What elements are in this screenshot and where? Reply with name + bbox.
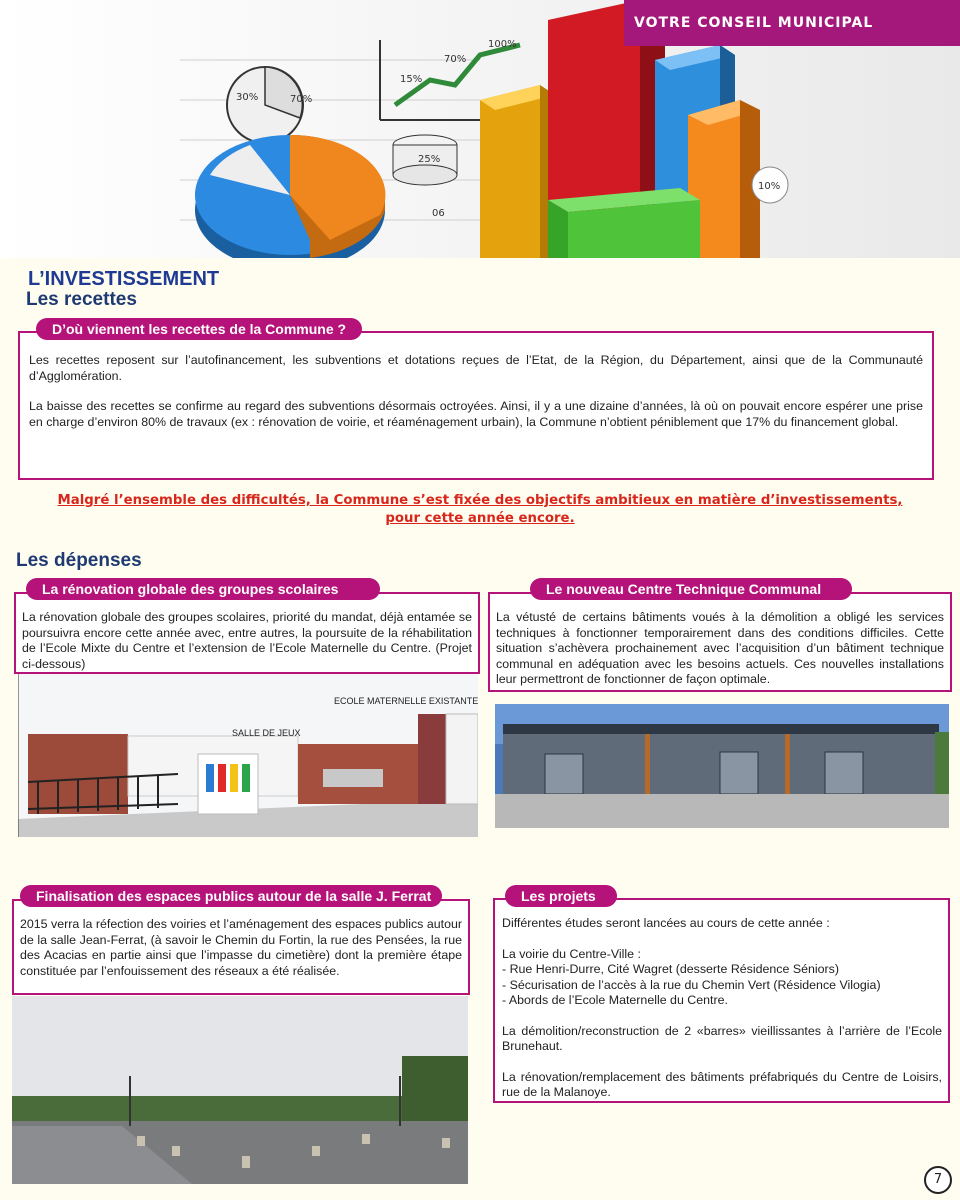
hero-label-06: 06 xyxy=(432,208,445,219)
highlight-line-2: pour cette année encore. xyxy=(385,511,575,526)
projets-box xyxy=(493,898,950,1103)
ferrat-box xyxy=(12,899,470,995)
ferrat-text: 2015 verra la réfection des voiries et l’aménagement des espaces publics autour de la salle Jean-Ferrat, (à savoir le Chemin du Fortin, la rue des Pensées, la rue des Acacias en partie ainsi que l’impasse du cimetière) dont la première étape constituée par l’enfouissement des réseaux a été réalisée. xyxy=(20,917,462,978)
hero-label-100: 100% xyxy=(488,39,517,50)
school-label-playroom: SALLE DE JEUX xyxy=(232,728,301,738)
recettes-paragraph-2: La baisse des recettes se confirme au regard des subventions désormais octroyées. Ainsi, il y a une dizaine d’années, là où on pouvait encore espérer une prise en charge d’environ 80% de travaux (ex : rénovation de voirie, et réaménagement urbain), la Commune n’obtient péniblement que 17% du financement global. xyxy=(29,399,923,429)
projets-voirie-item: - Abords de l’Ecole Maternelle du Centre. xyxy=(502,993,728,1007)
school-rendering-image xyxy=(18,674,478,837)
projets-intro: Différentes études seront lancées au cours de cette année : xyxy=(502,916,830,930)
scolaires-box xyxy=(14,592,480,674)
projets-paragraph-3: La rénovation/remplacement des bâtiments préfabriqués du Centre de Loisirs, rue de la Malanoye. xyxy=(502,1069,942,1099)
ctc-box xyxy=(488,592,952,692)
hero-label-10: 10% xyxy=(758,181,781,192)
projets-paragraph-2: La démolition/reconstruction de 2 «barres» vieillissantes à l’arrière de l’Ecole Brunehaut. xyxy=(502,1023,942,1053)
school-label-existing: ECOLE MATERNELLE EXISTANTE xyxy=(334,696,478,706)
public-space-photo xyxy=(12,996,468,1184)
ctc-pill: Le nouveau Centre Technique Communal xyxy=(530,578,852,600)
depenses-title: Les dépenses xyxy=(16,550,142,571)
page-number: 7 xyxy=(924,1166,952,1194)
page-title: L’INVESTISSEMENT xyxy=(28,268,220,290)
ferrat-pill: Finalisation des espaces publics autour de la salle J. Ferrat xyxy=(20,885,442,907)
technical-center-photo xyxy=(495,704,949,828)
highlight-statement xyxy=(0,492,960,528)
scolaires-text: La rénovation globale des groupes scolaires, priorité du mandat, déjà entamée se poursuivra encore cette année avec, entre autres, la poursuite de la réhabilitation de l’Ecole Mixte du Centre et l’extension de l’Ecole Maternelle du Centre. (Projet ci-dessous) xyxy=(22,610,472,671)
projets-voirie-item: - Rue Henri-Durre, Cité Wagret (desserte Résidence Séniors) xyxy=(502,962,839,976)
projets-voirie-title: La voirie du Centre-Ville : xyxy=(502,946,641,961)
recettes-pill: D’où viennent les recettes de la Commune ? xyxy=(36,318,362,340)
recettes-paragraph-1: Les recettes reposent sur l’autofinancement, les subventions et dotations reçues de l’Etat, de la Région, du Département, ainsi que de la Communauté d’Agglomération. xyxy=(29,353,923,383)
recettes-box xyxy=(18,331,934,480)
hero-label-30: 30% xyxy=(236,92,259,103)
highlight-line-1: Malgré l’ensemble des difficultés, la Commune s’est fixée des objectifs ambitieux en matière d’investissements, xyxy=(57,493,903,508)
scolaires-pill: La rénovation globale des groupes scolaires xyxy=(26,578,380,600)
hero-label-70b: 70% xyxy=(444,54,467,65)
hero-label-25: 25% xyxy=(418,154,441,165)
hero-label-15: 15% xyxy=(400,74,423,85)
projets-voirie-item: - Sécurisation de l’accès à la rue du Chemin Vert (Résidence Vilogia) xyxy=(502,977,881,992)
recettes-title: Les recettes xyxy=(26,289,137,310)
projets-pill: Les projets xyxy=(505,885,617,907)
section-banner: VOTRE CONSEIL MUNICIPAL xyxy=(624,0,960,46)
ctc-text: La vétusté de certains bâtiments voués à la démolition a obligé les services techniques à fonctionner temporairement dans des conditions difficiles. Cette situation s’achèvera prochainement avec l’acquisition d’un bâtiment technique communal en adéquation avec les besoins actuels. Ces nouvelles installations leur permettront de fonctionner de façon optimale. xyxy=(496,610,944,686)
hero-label-70: 70% xyxy=(290,94,313,105)
